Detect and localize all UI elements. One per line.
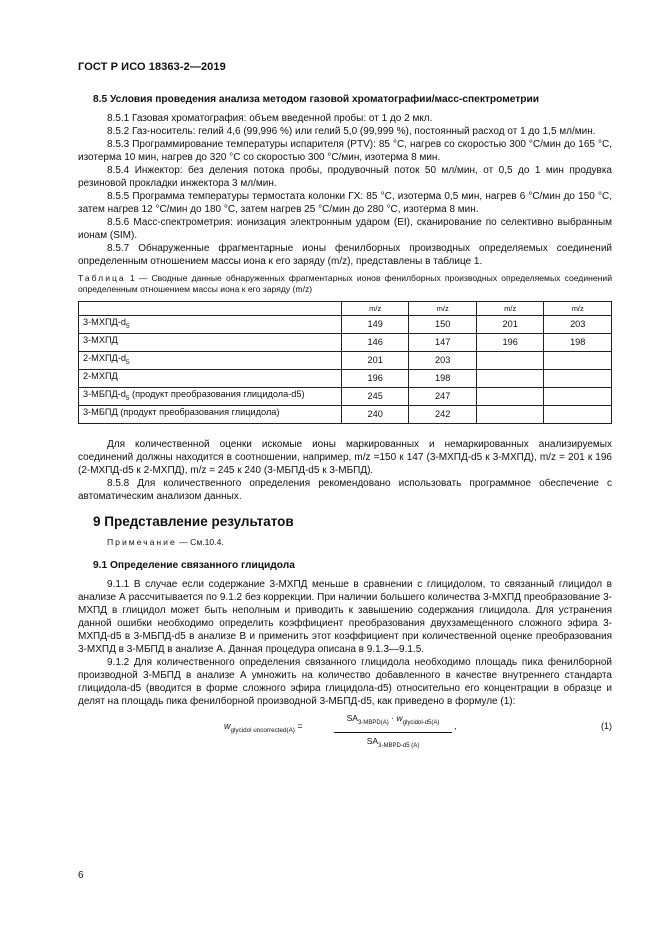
ions-table: [78, 301, 612, 424]
section-9-1-title: 9.1 Определение связанного глицидола: [93, 560, 295, 571]
page-number: 6: [78, 870, 84, 881]
mz-cell: [544, 388, 612, 406]
formula-fraction: [334, 712, 452, 753]
table-row: [79, 406, 612, 424]
table-header-cell: m/z: [476, 302, 544, 316]
table-row: [79, 388, 612, 406]
document-header: ГОСТ Р ИСО 18363-2—2019: [78, 61, 226, 73]
mz-cell: 201: [476, 316, 544, 334]
formula-numerator: $SA_{3-MBPD(A)} \cdot w_{glycidol-d5(A)}$: [334, 712, 452, 733]
note-text: — См.10.4.: [176, 537, 224, 547]
table-header-row: [79, 302, 612, 316]
compound-name-cell: 3-МХПД: [79, 334, 342, 352]
paragraph-8-5-7: 8.5.7 Обнаруженные фрагментарные ионы фенилборных производных определяемых соединений определенным отношением массы иона к его заряду (m/z), представлены в таблице 1.: [78, 243, 612, 267]
mz-cell: 201: [341, 352, 409, 370]
mz-cell: [544, 406, 612, 424]
table-header-cell: m/z: [544, 302, 612, 316]
table-row: [79, 370, 612, 388]
mz-cell: 240: [341, 406, 409, 424]
note-label: Примечание: [107, 537, 177, 547]
paragraph-8-5-2: 8.5.2 Газ-носитель: гелий 4,6 (99,996 %) или гелий 5,0 (99,999 %), постоянный расход от 1 до 1,5 мл/мин.: [107, 126, 596, 137]
section-9-title: 9 Представление результатов: [93, 514, 294, 529]
paragraph-9-1-1: 9.1.1 В случае если содержание 3-МХПД меньше в сравнении с глицидолом, то связанный глицидол в анализе А рассчитывается по 9.1.2 без коррекции. При наличии большего количества 3-МХПД преобразование 3-МХПД в глицидол может быть неполным и приводить к завышению содержания глицидола. Для устранения данной ошибки необходимо определить коэффициент преобразования двухзамещенного сложного эфира 3-МХПД-d5 в 3-МБПД-d5 в анализе В и применить этот коэффициент при количественной оценке преобразования 3-МХПД в 3-МБПД в анализе А. Данная процедура описана в 9.1.3—9.1.5.: [78, 579, 612, 655]
compound-name-cell: 2-МХПД: [79, 370, 342, 388]
compound-name-cell: $2-МХПД-d_5$: [79, 352, 342, 370]
mz-cell: 146: [341, 334, 409, 352]
compound-name-cell: $3-МБПД-d_5$ (продукт преобразования глицидола-d5): [79, 388, 342, 406]
paragraph-quantification: Для количественной оценки искомые ионы маркированных и немаркированных анализируемых соединений должны находится в соотношении, например, m/z =150 к 147 (3-МХПД-d5 к 3-МХПД), m/z = 201 к 196 (2-МХПД-d5 к 2-МХПД), m/z = 245 к 240 (3-МБПД-d5 к 3-МБПД).: [78, 439, 612, 476]
mz-cell: 245: [341, 388, 409, 406]
mz-cell: [476, 352, 544, 370]
mz-cell: 203: [544, 316, 612, 334]
table-header-cell: m/z: [341, 302, 409, 316]
mz-cell: 196: [476, 334, 544, 352]
mz-cell: [476, 406, 544, 424]
paragraph-8-5-3: 8.5.3 Программирование температуры испарителя (PTV): 85 °C, нагрев со скоростью 300 °C/мин до 165 °C, изотерма 10 мин, нагрев до 320 °C со скоростью 300 °C/мин, изотерма 8 мин.: [78, 139, 612, 163]
mz-cell: 247: [409, 388, 477, 406]
table-header-cell: m/z: [409, 302, 477, 316]
table-row: [79, 352, 612, 370]
table-caption: [78, 273, 612, 295]
paragraph-8-5-1: 8.5.1 Газовая хроматография: объем введенной пробы: от 1 до 2 мкл.: [107, 113, 433, 124]
mz-cell: [476, 388, 544, 406]
paragraph-8-5-4: 8.5.4 Инжектор: без деления потока пробы, продувочный поток 50 мл/мин, от 0,5 до 1 мин продувка резиновой прокладки инжектора 3 мл/мин.: [78, 165, 612, 189]
paragraph-8-5-5: 8.5.5 Программа температуры термостата колонки ГХ: 85 °C, изотерма 0,5 мин, нагрев 6 °C/мин до 150 °C, затем нагрев 12 °C/мин до 180 °C, затем нагрев 25 °C/мин до 280 °C, изотерма 8 мин.: [78, 191, 612, 215]
table-row: [79, 316, 612, 334]
paragraph-8-5-8: 8.5.8 Для количественного определения рекомендовано использовать программное обеспечение с автоматическим анализом данных.: [78, 478, 612, 502]
table-caption-label: Таблица: [78, 273, 126, 283]
mz-cell: 149: [341, 316, 409, 334]
formula-lhs: $w_{glycidol uncorrected(A)}$ =: [224, 721, 303, 734]
note: [107, 536, 612, 549]
table-header-cell: [79, 302, 342, 316]
paragraph-9-1-2: 9.1.2 Для количественного определения связанного глицидола необходимо площадь пика фенилборной производной 3-МБПД в анализе А умножить на количество добавленного в качестве внутреннего стандарта глицидола-d5 (вводится в форме сложного эфира глицидола-d5) относительно его концентрации в образце и делят на площадь пика фенилборной производной 3-МБПД-d5, как приведено в формуле (1):: [78, 657, 612, 707]
mz-cell: [476, 370, 544, 388]
compound-name-cell: $3-МХПД-d_5$: [79, 316, 342, 334]
mz-cell: 196: [341, 370, 409, 388]
formula-number: (1): [601, 721, 612, 731]
section-8-5-title: 8.5 Условия проведения анализа методом газовой хроматографии/масс-спектрометрии: [93, 94, 540, 105]
mz-cell: [544, 352, 612, 370]
document-body: [78, 93, 612, 750]
mz-cell: 147: [409, 334, 477, 352]
table-row: [79, 334, 612, 352]
compound-name-cell: 3-МБПД (продукт преобразования глицидола): [79, 406, 342, 424]
mz-cell: 198: [409, 370, 477, 388]
formula-denominator: $SA_{3-MBPD-d5 (A)}$: [366, 736, 420, 749]
mz-cell: 150: [409, 316, 477, 334]
table-caption-text: 1 — Сводные данные обнаруженных фрагментарных ионов фенилборных производных определяемых соединений определенным отношением массы иона к его заряду (m/z): [78, 273, 612, 294]
mz-cell: 198: [544, 334, 612, 352]
mz-cell: [544, 370, 612, 388]
mz-cell: 242: [409, 406, 477, 424]
mz-cell: 203: [409, 352, 477, 370]
paragraph-8-5-6: 8.5.6 Масс-спектрометрия: ионизация электронным ударом (EI), сканирование по селективно выбранным ионам (SIM).: [78, 217, 612, 241]
formula-comma: ,: [454, 721, 457, 731]
formula-1: [78, 712, 612, 750]
